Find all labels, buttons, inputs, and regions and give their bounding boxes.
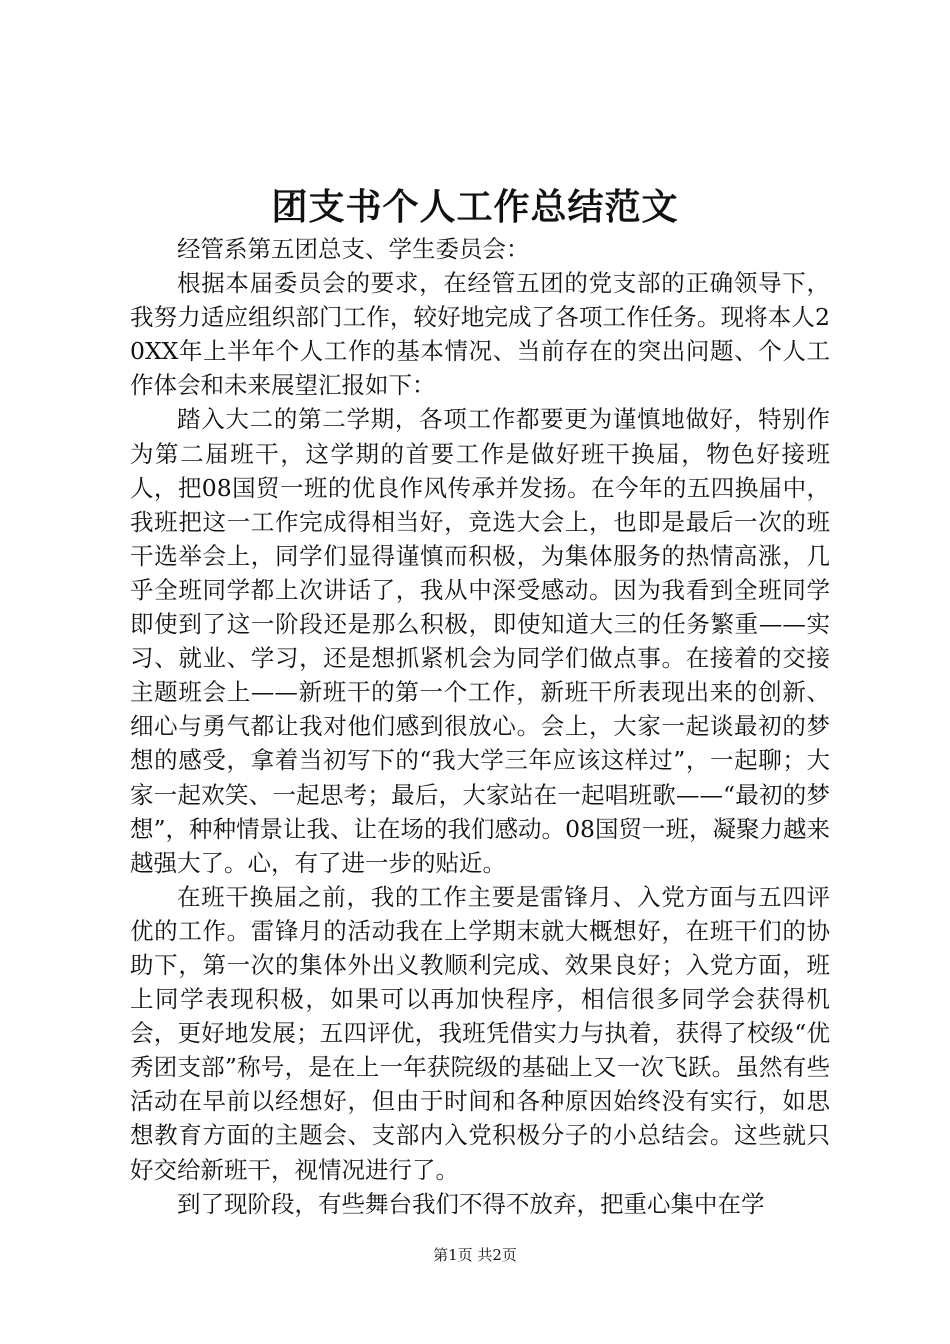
paragraph-1: 根据本届委员会的要求，在经管五团的党支部的正确领导下，我努力适应组织部门工作，较好地完成了各项工作任务。现将本人20XX年上半年个人工作的基本情况、当前存在的突出问题、个人工作体会和未来展望汇报如下： [130, 269, 830, 400]
salutation: 经管系第五团总支、学生委员会： [177, 235, 530, 263]
document-title: 团支书个人工作总结范文 [271, 186, 679, 228]
paragraph-3: 在班干换届之前，我的工作主要是雷锋月、入党方面与五四评优的工作。雷锋月的活动我在上学期末就大概想好，在班干们的协助下，第一次的集体外出义教顺利完成、效果良好；入党方面，班上同学表现积极，如果可以再加快程序，相信很多同学会获得机会，更好地发展；五四评优，我班凭借实力与执着，获得了校级“优秀团支部”称号，是在上一年获院级的基础上又一次飞跃。虽然有些活动在早前以经想好，但由于时间和各种原因始终没有实行，如思想教育方面的主题会、支部内入党积极分子的小总结会。这些就只好交给新班干，视情况进行了。 [130, 882, 830, 1184]
document-body [130, 232, 830, 1221]
paragraph-2: 踏入大二的第二学期，各项工作都要更为谨慎地做好，特别作为第二届班干，这学期的首要工作是做好班干换届，物色好接班人，把08国贸一班的优良作风传承并发扬。在今年的五四换届中，我班把这一工作完成得相当好，竞选大会上，也即是最后一次的班干选举会上，同学们显得谨慎而积极，为集体服务的热情高涨，几乎全班同学都上次讲话了，我从中深受感动。因为我看到全班同学即使到了这一阶段还是那么积极，即使知道大三的任务繁重——实习、就业、学习，还是想抓紧机会为同学们做点事。在接着的交接主题班会上——新班干的第一个工作，新班干所表现出来的创新、细心与勇气都让我对他们感到很放心。会上，大家一起谈最初的梦想的感受，拿着当初写下的“我大学三年应该这样过”，一起聊；大家一起欢笑、一起思考；最后，大家站在一起唱班歌——“最初的梦想”，种种情景让我、让在场的我们感动。08国贸一班，凝聚力越来越强大了。心，有了进一步的贴近。 [130, 405, 830, 877]
page-footer: 第1页 共2页 [433, 1246, 517, 1264]
paragraph-4: 到了现阶段，有些舞台我们不得不放弃，把重心集中在学 [177, 1189, 765, 1218]
